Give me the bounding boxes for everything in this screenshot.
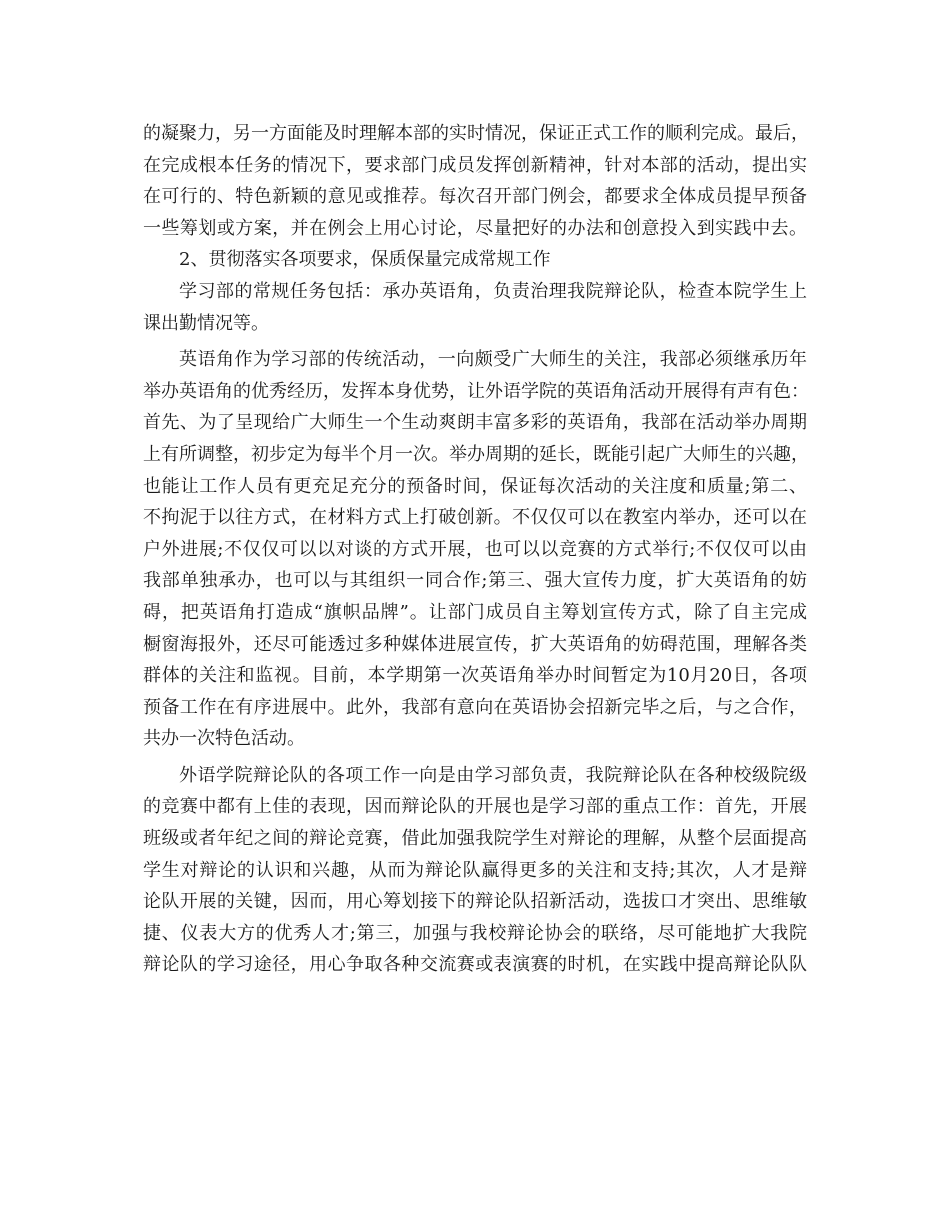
text-line: 课出勤情况等。 xyxy=(143,312,269,334)
text-line: 碍，把英语角打造成“旗帜品牌”。让部门成员自主筹划宣传方式，除了自主完成 xyxy=(143,601,807,623)
text-line: 橱窗海报外，还尽可能透过多种媒体进展宣传，扩大英语角的妨碍范围，理解各类 xyxy=(143,633,807,655)
text-line: 我部单独承办，也可以与其组织一同合作;第三、强大宣传力度，扩大英语角的妨 xyxy=(143,570,807,592)
section-heading xyxy=(143,244,807,276)
paragraph-3 xyxy=(143,276,807,339)
text-line: 上有所调整，初步定为每半个月一次。举办周期的延长，既能引起广大师生的兴趣， xyxy=(143,443,809,465)
text-line: 学习部的常规任务包括：承办英语角，负责治理我院辩论队，检查本院学生上 xyxy=(179,280,807,302)
text-line: 在完成根本任务的情况下，要求部门成员发挥创新精神，针对本部的活动，提出实 xyxy=(143,154,807,176)
text-line: 班级或者年纪之间的辩论竞赛，借此加强我院学生对辩论的理解，从整个层面提高 xyxy=(143,828,807,850)
text-line: 辩论队的学习途径，用心争取各种交流赛或表演赛的时机，在实践中提高辩论队队 xyxy=(143,954,807,976)
text-line: 论队开展的关键，因而，用心筹划接下的辩论队招新活动，选拔口才突出、思维敏 xyxy=(143,891,807,913)
text-line: 共办一次特色活动。 xyxy=(143,728,305,750)
text-line: 的凝聚力，另一方面能及时理解本部的实时情况，保证正式工作的顺利完成。最后， xyxy=(143,123,809,144)
text-line: 2、贯彻落实各项要求，保质保量完成常规工作 xyxy=(179,249,551,271)
text-line: 举办英语角的优秀经历，发挥本身优势，让外语学院的英语角活动开展得有声有色： xyxy=(143,380,809,402)
text-line: 学生对辩论的认识和兴趣，从而为辩论队赢得更多的关注和支持;其次，人才是辩 xyxy=(143,859,807,881)
text-line: 群体的关注和监视。目前，本学期第一次英语角举办时间暂定为10月20日，各项 xyxy=(143,665,807,687)
text-line: 在可行的、特色新颖的意见或推荐。每次召开部门例会，都要求全体成员提早预备 xyxy=(143,186,807,208)
paragraph-5 xyxy=(143,760,807,981)
paragraph-1 xyxy=(143,118,807,244)
text-line: 户外进展;不仅仅可以以对谈的方式开展，也可以以竞赛的方式举行;不仅仅可以由 xyxy=(143,538,807,560)
text-line: 不拘泥于以往方式，在材料方式上打破创新。不仅仅可以在教室内举办，还可以在 xyxy=(143,507,807,529)
body-text xyxy=(143,118,807,981)
text-line: 预备工作在有序进展中。此外，我部有意向在英语协会招新完毕之后，与之合作， xyxy=(143,696,807,718)
paragraph-4 xyxy=(143,344,807,755)
text-line: 捷、仪表大方的优秀人才;第三，加强与我校辩论协会的联络，尽可能地扩大我院 xyxy=(143,922,807,944)
text-line: 也能让工作人员有更充足充分的预备时间，保证每次活动的关注度和质量;第二、 xyxy=(143,475,807,497)
text-line: 外语学院辩论队的各项工作一向是由学习部负责，我院辩论队在各种校级院级 xyxy=(179,764,807,786)
text-line: 的竞赛中都有上佳的表现，因而辩论队的开展也是学习部的重点工作：首先，开展 xyxy=(143,796,807,818)
text-line: 一些筹划或方案，并在例会上用心讨论，尽量把好的办法和创意投入到实践中去。 xyxy=(143,217,807,239)
text-line: 首先、为了呈现给广大师生一个生动爽朗丰富多彩的英语角，我部在活动举办周期 xyxy=(143,412,807,434)
text-line: 英语角作为学习部的传统活动，一向颇受广大师生的关注，我部必须继承历年 xyxy=(179,349,807,371)
